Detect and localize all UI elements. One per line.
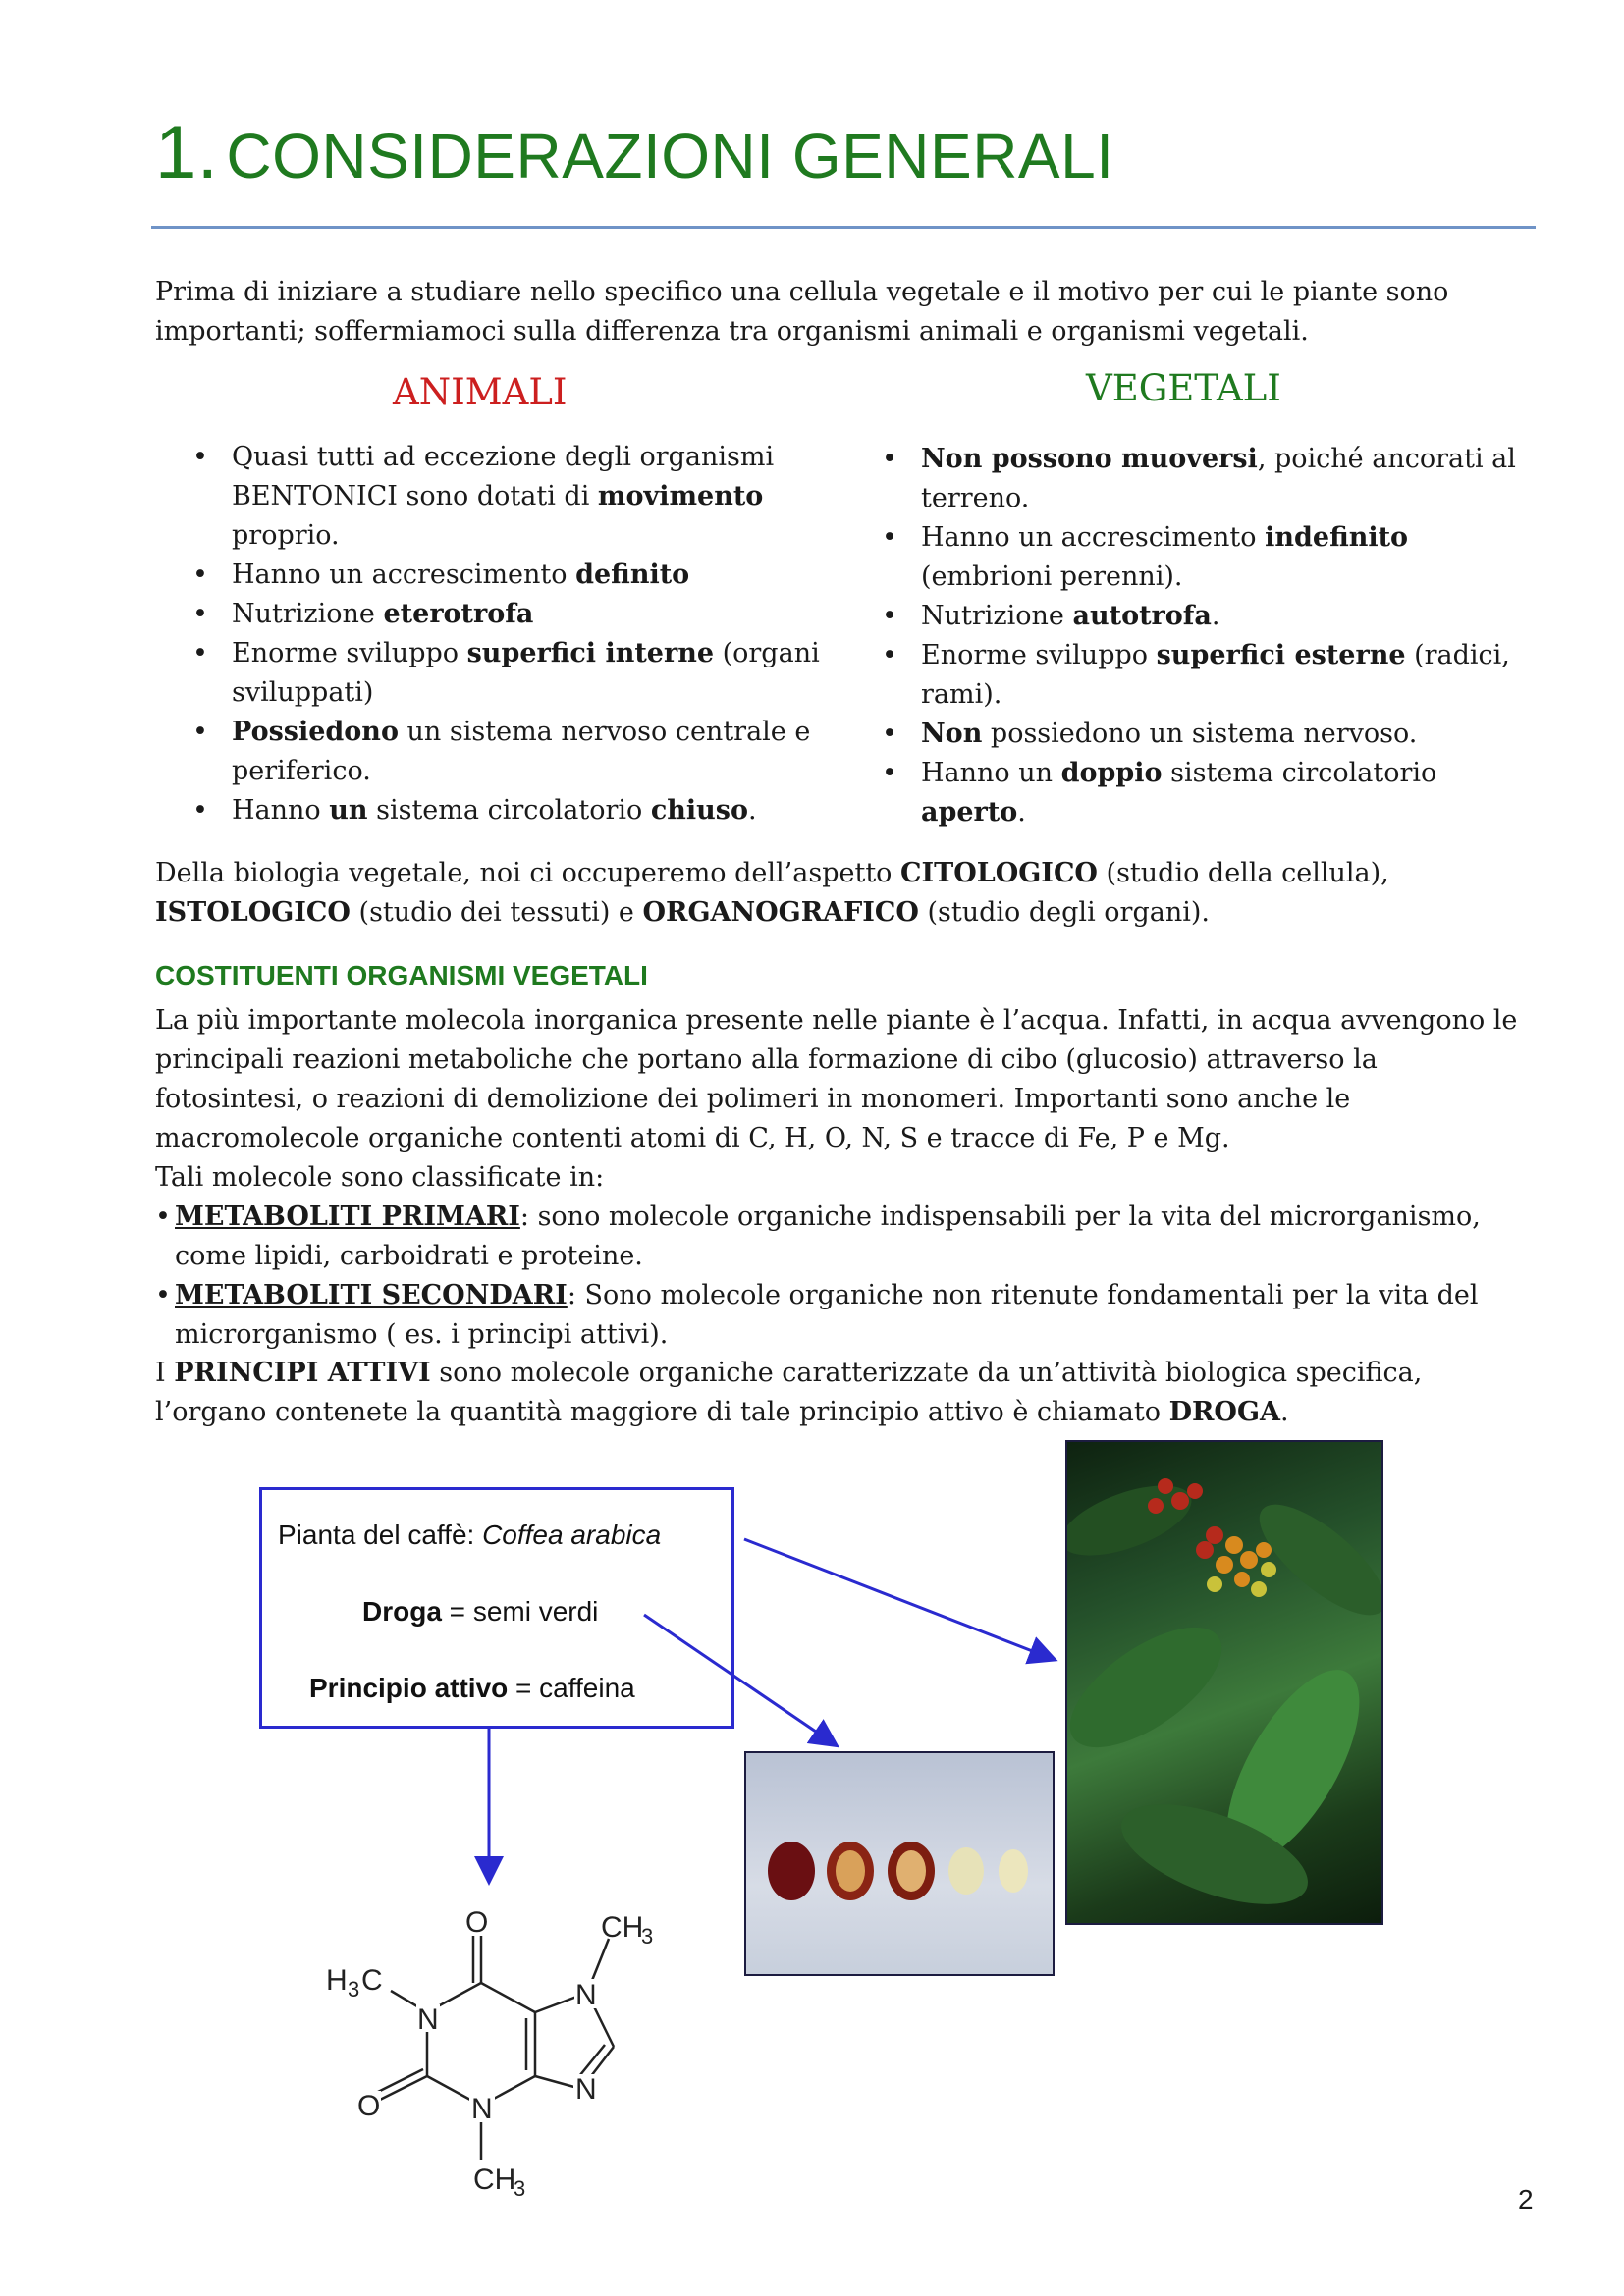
list-item: • Non possono muoversi, poiché ancorati al terreno. bbox=[882, 440, 1530, 518]
atom-label: 3 bbox=[514, 2176, 526, 2201]
section-title: CONSIDERAZIONI GENERALI bbox=[226, 121, 1114, 191]
classificate-line: Tali molecole sono classificate in: bbox=[155, 1162, 605, 1193]
coffee-seeds-illustration bbox=[746, 1753, 1053, 1974]
list-item: • Quasi tutti ad eccezione degli organismi BENTONICI sono dotati di movimento proprio. bbox=[192, 438, 821, 556]
pianta-line: Pianta del caffè: Coffea arabica bbox=[278, 1520, 662, 1550]
list-item: • Enorme sviluppo superfici interne (organi sviluppati) bbox=[192, 634, 821, 713]
atom-label: CH bbox=[473, 2163, 516, 2196]
coffee-plant-illustration bbox=[1067, 1442, 1381, 1923]
principio-line: Principio attivo = caffeina bbox=[309, 1673, 635, 1703]
list-item: • Hanno un sistema circolatorio chiuso. bbox=[192, 791, 821, 830]
vegetali-heading: VEGETALI bbox=[1086, 367, 1281, 409]
coffee-seeds-photo bbox=[744, 1751, 1055, 1976]
atom-label: H bbox=[326, 1964, 348, 1997]
principi-paragraph: I PRINCIPI ATTIVI sono molecole organiche caratterizzate da un’attività biologica specifica, l’organo contenete la quantità maggiore di tale principio attivo è chiamato DROGA. bbox=[155, 1358, 1423, 1427]
droga-line: Droga = semi verdi bbox=[362, 1596, 599, 1627]
arrow-to-seeds bbox=[644, 1615, 835, 1744]
atom-label: 3 bbox=[348, 1977, 360, 2002]
list-item: • Possiedono un sistema nervoso centrale e periferico. bbox=[192, 713, 821, 791]
atom-label: N bbox=[471, 2093, 493, 2125]
atom-label: N bbox=[417, 2003, 439, 2036]
atom-label: N bbox=[575, 1979, 597, 2011]
list-item: • Hanno un accrescimento definito bbox=[192, 556, 821, 595]
atom-label: N bbox=[575, 2073, 597, 2106]
list-item: • METABOLITI SECONDARI: Sono molecole organiche non ritenute fondamentali per la vita del microrganismo ( es. i principi attivi). bbox=[155, 1276, 1530, 1355]
section-number: 1. bbox=[155, 111, 219, 194]
atom-label: 3 bbox=[641, 1924, 654, 1949]
list-item: • Hanno un doppio sistema circolatorio aperto. bbox=[882, 754, 1530, 832]
atom-label: O bbox=[357, 2090, 381, 2122]
atom-label: C bbox=[361, 1964, 383, 1997]
list-item: • Non possiedono un sistema nervoso. bbox=[882, 715, 1530, 754]
atom-label: CH bbox=[601, 1911, 644, 1944]
list-item: • METABOLITI PRIMARI: sono molecole organiche indispensabili per la vita del microrganismo, come lipidi, carboidrati e proteine. bbox=[155, 1198, 1530, 1276]
coffee-plant-photo bbox=[1065, 1440, 1383, 1925]
caffeine-structure bbox=[314, 1885, 687, 2209]
animali-heading: ANIMALI bbox=[393, 371, 568, 413]
section-heading: COSTITUENTI ORGANISMI VEGETALI bbox=[155, 960, 648, 990]
intro-paragraph: Prima di iniziare a studiare nello specifico una cellula vegetale e il motivo per cui le piante sono importanti; soffermiamoci sulla differenza tra organismi animali e organismi vegetali. bbox=[155, 277, 1449, 347]
list-item: • Enorme sviluppo superfici esterne (radici, rami). bbox=[882, 636, 1530, 715]
biologia-paragraph: Della biologia vegetale, noi ci occuperemo dell’aspetto CITOLOGICO (studio della cellula), ISTOLOGICO (studio dei tessuti) e ORGANOGRAFICO (studio degli organi). bbox=[155, 858, 1389, 928]
arrow-to-plant bbox=[744, 1539, 1053, 1659]
list-item: • Hanno un accrescimento indefinito (embrioni perenni). bbox=[882, 518, 1530, 597]
costituenti-paragraph: La più importante molecola inorganica presente nelle piante è l’acqua. Infatti, in acqua avvengono le principali reazioni metaboliche che portano alla formazione di cibo (glucosio) attraverso la fotosintesi, o reazioni di demolizione dei polimeri in monomeri. Importanti sono anche le macromolecole organiche contenti atomi di C, H, O, N, S e tracce di Fe, P e Mg. bbox=[155, 1005, 1518, 1153]
page-number: 2 bbox=[1518, 2184, 1534, 2215]
atom-label: O bbox=[465, 1906, 489, 1939]
list-item: • Nutrizione autotrofa. bbox=[882, 597, 1530, 636]
list-item: • Nutrizione eterotrofa bbox=[192, 595, 821, 634]
